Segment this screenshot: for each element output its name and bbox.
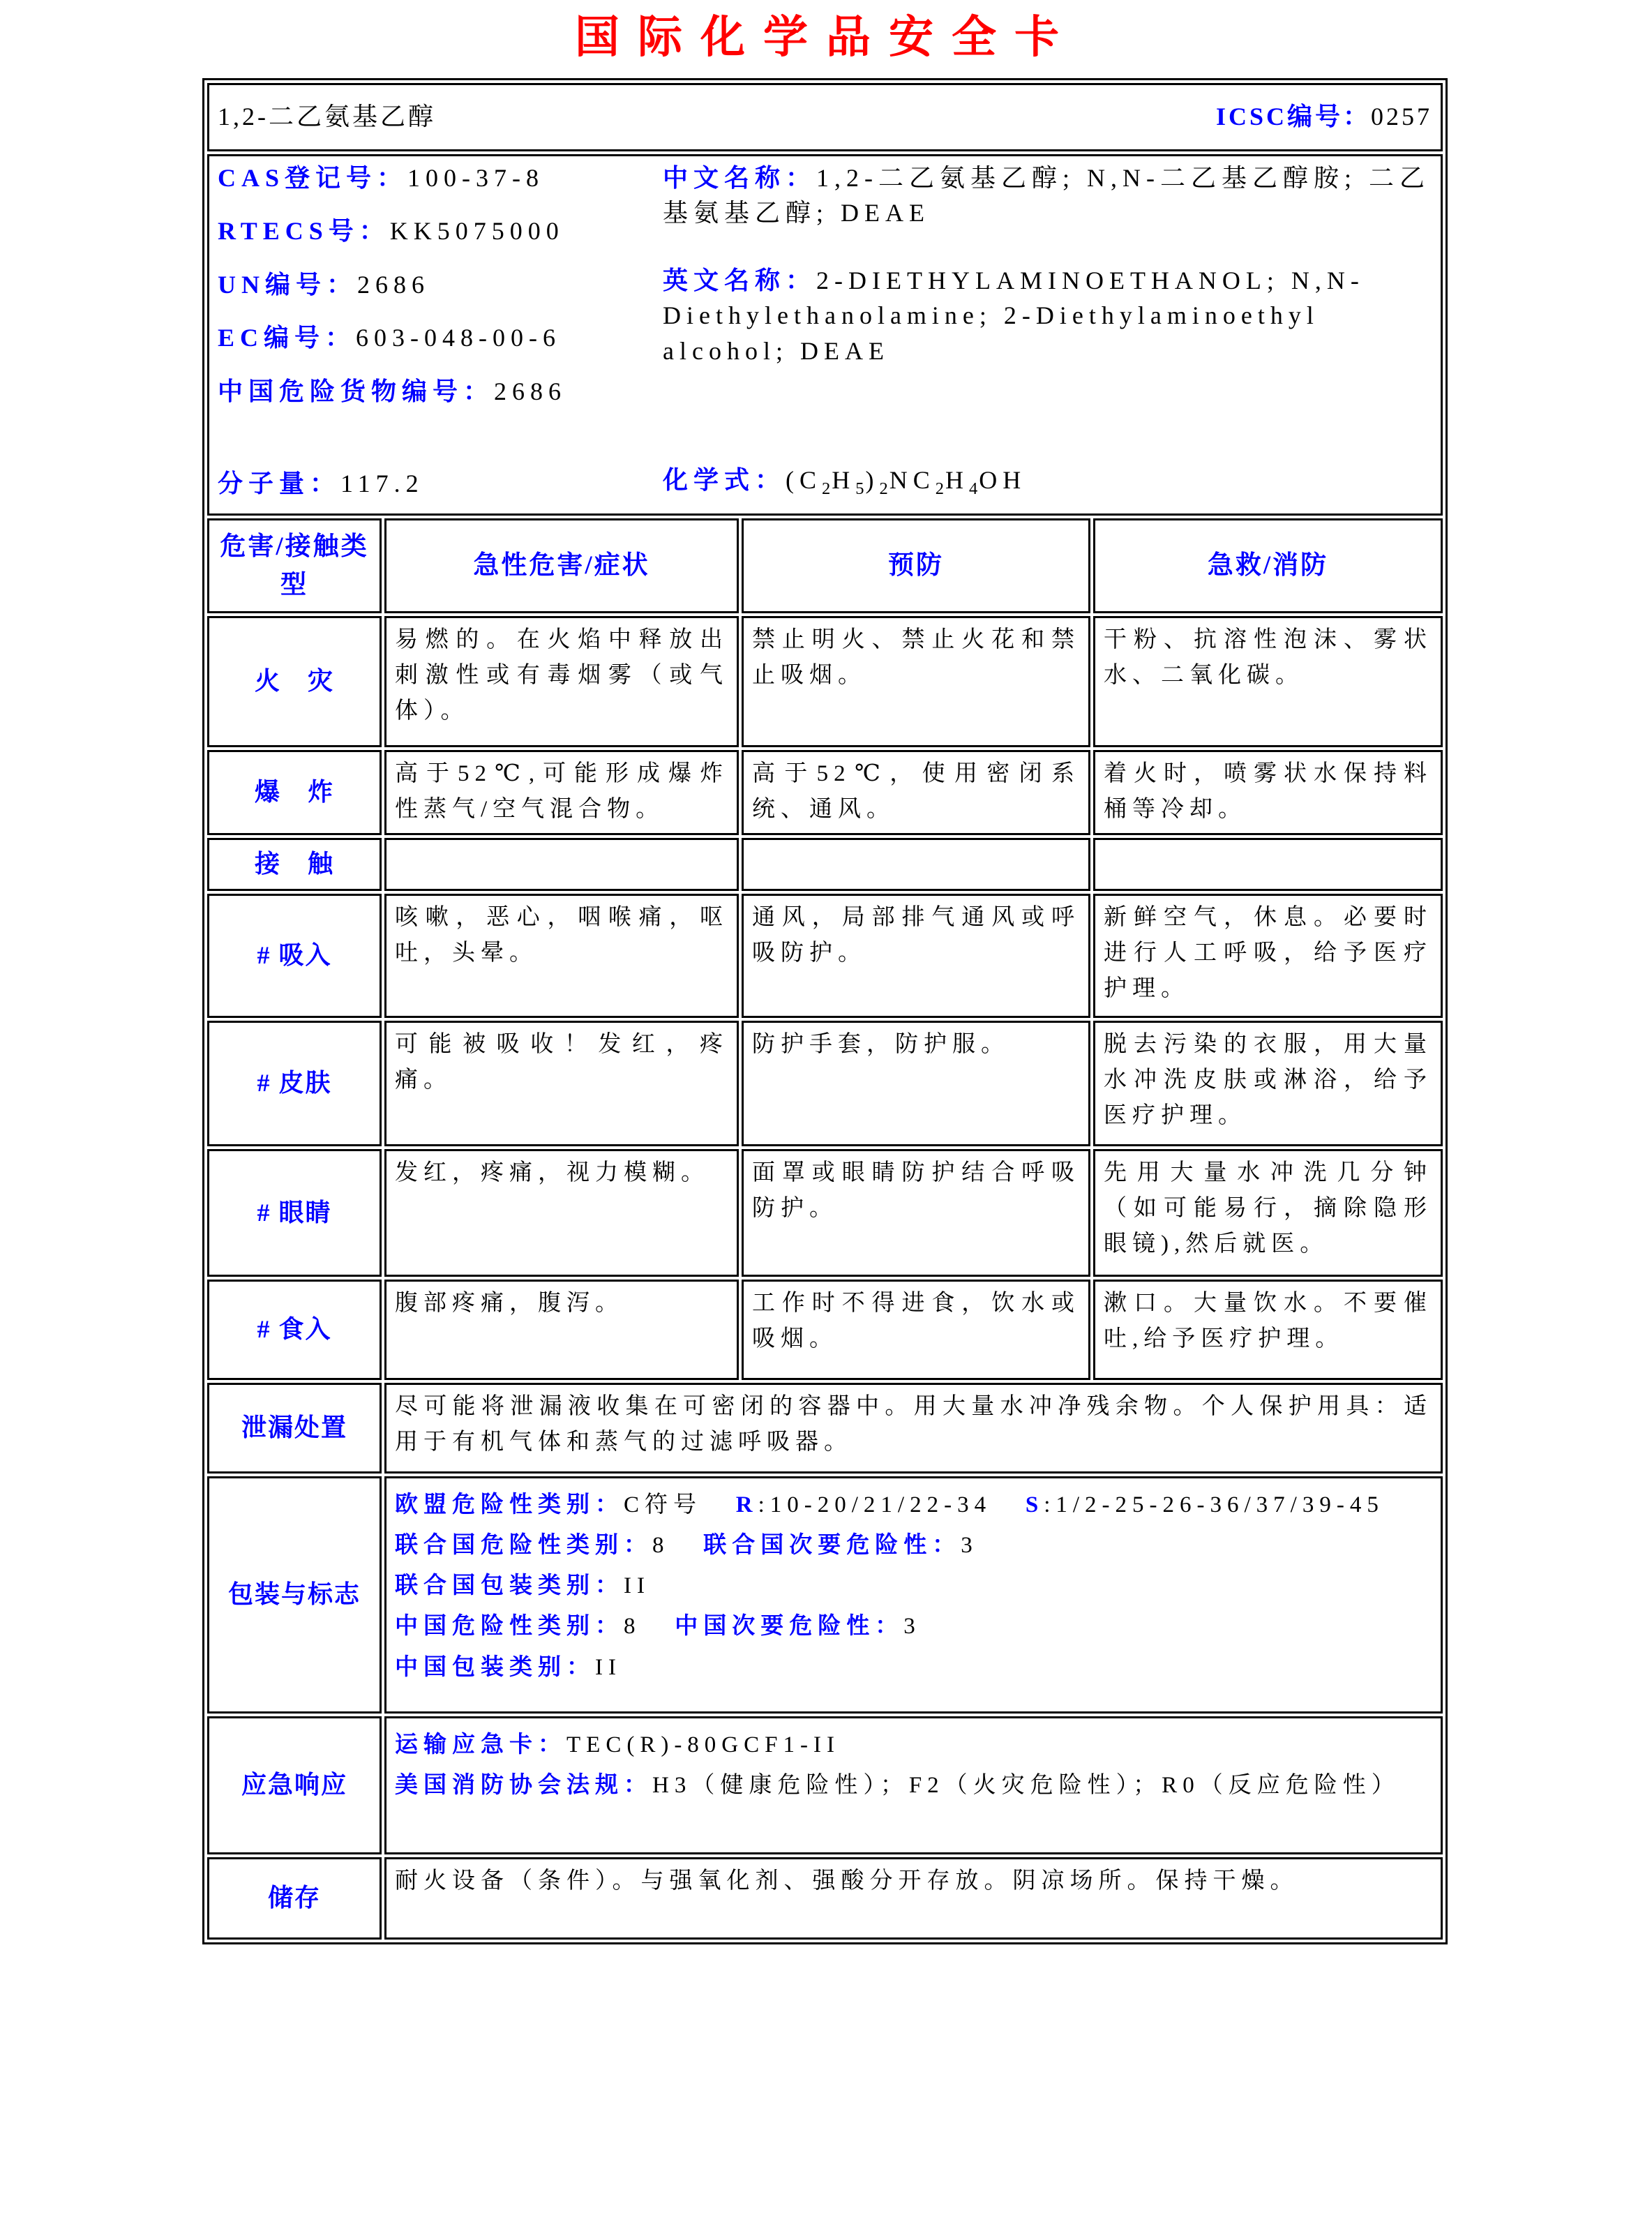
- names-block: [657, 160, 1432, 507]
- packaging-row-label: 包装与标志: [207, 1476, 382, 1714]
- ingestion-prevention-cell: 工作时不得进食，饮水或吸烟。: [742, 1280, 1090, 1380]
- inhalation-row: [207, 894, 1443, 1018]
- skin-row-label: # 皮肤: [207, 1021, 382, 1146]
- formula-label: 化学式：: [663, 465, 786, 494]
- ec-label: EC编号：: [218, 324, 356, 352]
- english-name-value: 2-DIETHYLAMINOETHANOL; N,N-Diethylethanolamine; 2-Diethylaminoethyl alcohol; DEAE: [663, 266, 1365, 365]
- eyes-prevention-cell: 面罩或眼睛防护结合呼吸防护。: [742, 1149, 1090, 1277]
- icsc-label: ICSC编号：: [1215, 103, 1371, 131]
- cas-number-line: [218, 160, 657, 195]
- china-packing-group-line: 中国包装类别：II: [395, 1654, 622, 1680]
- ingestion-row: [207, 1280, 1443, 1380]
- fire-row-label: 火 灾: [207, 616, 382, 747]
- un-hazard-class-line: 联合国危险性类别：8 联合国次要危险性：3: [395, 1533, 978, 1559]
- inhalation-firstaid-cell: 新鲜空气，休息。必要时进行人工呼吸，给予医疗护理。: [1093, 894, 1443, 1018]
- header-first-aid: 急救/消防: [1093, 518, 1443, 613]
- contact-prevention-cell: [742, 838, 1090, 891]
- cas-value: 100-37-8: [407, 164, 545, 192]
- fire-firstaid-cell: 干粉、抗溶性泡沫、雾状水、二氧化碳。: [1093, 616, 1443, 747]
- ingestion-row-label: # 食入: [207, 1280, 382, 1380]
- eyes-row-label: # 眼睛: [207, 1149, 382, 1277]
- chinese-name-value: 1,2-二乙氨基乙醇; N,N-二乙基乙醇胺; 二乙基氨基乙醇; DEAE: [663, 164, 1430, 227]
- chinese-name-label: 中文名称：: [663, 164, 817, 192]
- substance-info-cell: [207, 154, 1443, 516]
- spill-row-label: 泄漏处置: [207, 1383, 382, 1474]
- ec-number-line: [218, 320, 657, 355]
- contact-symptoms-cell: [384, 838, 739, 891]
- china-hazard-class-line: 中国危险性类别：8 中国次要危险性：3: [395, 1614, 921, 1640]
- fire-row: [207, 616, 1443, 747]
- chemical-formula-line: [663, 463, 1432, 501]
- contact-row-label: 接 触: [207, 838, 382, 891]
- molecular-weight-value: 117.2: [340, 469, 424, 497]
- icsc-number-group: [1216, 98, 1432, 137]
- explosion-row: [207, 750, 1443, 835]
- storage-text-cell: 耐火设备（条件）。与强氧化剂、强酸分开存放。阴凉场所。保持干燥。: [384, 1857, 1443, 1940]
- emergency-row: [207, 1716, 1443, 1854]
- un-number-line: [218, 267, 657, 302]
- skin-firstaid-cell: 脱去污染的衣服，用大量水冲洗皮肤或淋浴，给予医疗护理。: [1093, 1021, 1443, 1146]
- identifier-list: [218, 160, 657, 507]
- header-prevention: 预防: [742, 518, 1090, 613]
- china-dg-number-line: [218, 374, 657, 409]
- molecular-weight-line: [218, 466, 657, 501]
- explosion-symptoms-cell: 高于52℃,可能形成爆炸性蒸气/空气混合物。: [384, 750, 739, 835]
- cas-label: CAS登记号：: [218, 164, 408, 192]
- hazard-header-row: [207, 518, 1443, 613]
- eyes-firstaid-cell: 先用大量水冲洗几分钟（如可能易行，摘除隐形眼镜),然后就医。: [1093, 1149, 1443, 1277]
- un-packing-group-line: 联合国包装类别：II: [395, 1573, 650, 1599]
- english-name-label: 英文名称：: [663, 266, 817, 294]
- inhalation-prevention-cell: 通风，局部排气通风或呼吸防护。: [742, 894, 1090, 1018]
- storage-row-label: 储存: [207, 1857, 382, 1940]
- un-label: UN编号：: [218, 270, 357, 299]
- emergency-row-label: 应急响应: [207, 1716, 382, 1854]
- chemical-name-row: [207, 83, 1443, 151]
- fire-prevention-cell: 禁止明火、禁止火花和禁止吸烟。: [742, 616, 1090, 747]
- eu-hazard-class-line: 欧盟危险性类别：C符号 R:10-20/21/22-34 S:1/2-25-26-36/37/39-45: [395, 1492, 1384, 1517]
- storage-row: [207, 1857, 1443, 1940]
- ingestion-firstaid-cell: 漱口。大量饮水。不要催吐,给予医疗护理。: [1093, 1280, 1443, 1380]
- china-dg-value: 2686: [494, 377, 567, 405]
- chemical-name: 1,2-二乙氨基乙醇: [218, 103, 436, 131]
- icsc-number: 0257: [1371, 103, 1432, 131]
- fire-symptoms-cell: 易燃的。在火焰中释放出刺激性或有毒烟雾（或气体）。: [384, 616, 739, 747]
- inhalation-row-label: # 吸入: [207, 894, 382, 1018]
- rtecs-label: RTECS号：: [218, 217, 390, 246]
- eyes-symptoms-cell: 发红，疼痛，视力模糊。: [384, 1149, 739, 1277]
- formula-value: $(C_2H_5)_2NC_2H_4OH$: [786, 465, 1027, 498]
- china-dg-label: 中国危险货物编号：: [218, 377, 495, 405]
- substance-info-row: [207, 154, 1443, 516]
- skin-row: [207, 1021, 1443, 1146]
- skin-symptoms-cell: 可能被吸收！发红，疼痛。: [384, 1021, 739, 1146]
- nfpa-code-line: 美国消防协会法规：H3（健康危险性）；F2（火灾危险性）；R0（反应危险性）: [395, 1773, 1400, 1799]
- contact-row: [207, 838, 1443, 891]
- packaging-row: [207, 1476, 1443, 1714]
- spill-text-cell: 尽可能将泄漏液收集在可密闭的容器中。用大量水冲净残余物。个人保护用具：适用于有机气体和蒸气的过滤呼吸器。: [384, 1383, 1443, 1474]
- skin-prevention-cell: 防护手套，防护服。: [742, 1021, 1090, 1146]
- emergency-text-cell: [384, 1716, 1443, 1854]
- header-hazard-type: 危害/接触类型: [207, 518, 382, 613]
- english-name-line: [663, 263, 1432, 368]
- inhalation-symptoms-cell: 咳嗽，恶心，咽喉痛，呕吐，头晕。: [384, 894, 739, 1018]
- contact-firstaid-cell: [1093, 838, 1443, 891]
- un-value: 2686: [357, 270, 430, 299]
- chinese-name-line: [663, 160, 1432, 231]
- chemical-name-cell: [207, 83, 1443, 151]
- rtecs-number-line: [218, 213, 657, 248]
- explosion-prevention-cell: 高于52℃，使用密闭系统、通风。: [742, 750, 1090, 835]
- ingestion-symptoms-cell: 腹部疼痛，腹泻。: [384, 1280, 739, 1380]
- page-title: 国际化学品安全卡: [575, 13, 1077, 62]
- ec-value: 603-048-00-6: [356, 324, 561, 352]
- spill-row: [207, 1383, 1443, 1474]
- eyes-row: [207, 1149, 1443, 1277]
- molecular-weight-label: 分子量：: [218, 469, 341, 497]
- explosion-row-label: 爆 炸: [207, 750, 382, 835]
- transport-emergency-card-line: 运输应急卡：TEC(R)-80GCF1-II: [395, 1732, 840, 1757]
- packaging-text-cell: [384, 1476, 1443, 1714]
- rtecs-value: KK5075000: [389, 217, 564, 246]
- header-symptoms: 急性危害/症状: [384, 518, 739, 613]
- safety-card-table: [202, 78, 1448, 1944]
- explosion-firstaid-cell: 着火时，喷雾状水保持料桶等冷却。: [1093, 750, 1443, 835]
